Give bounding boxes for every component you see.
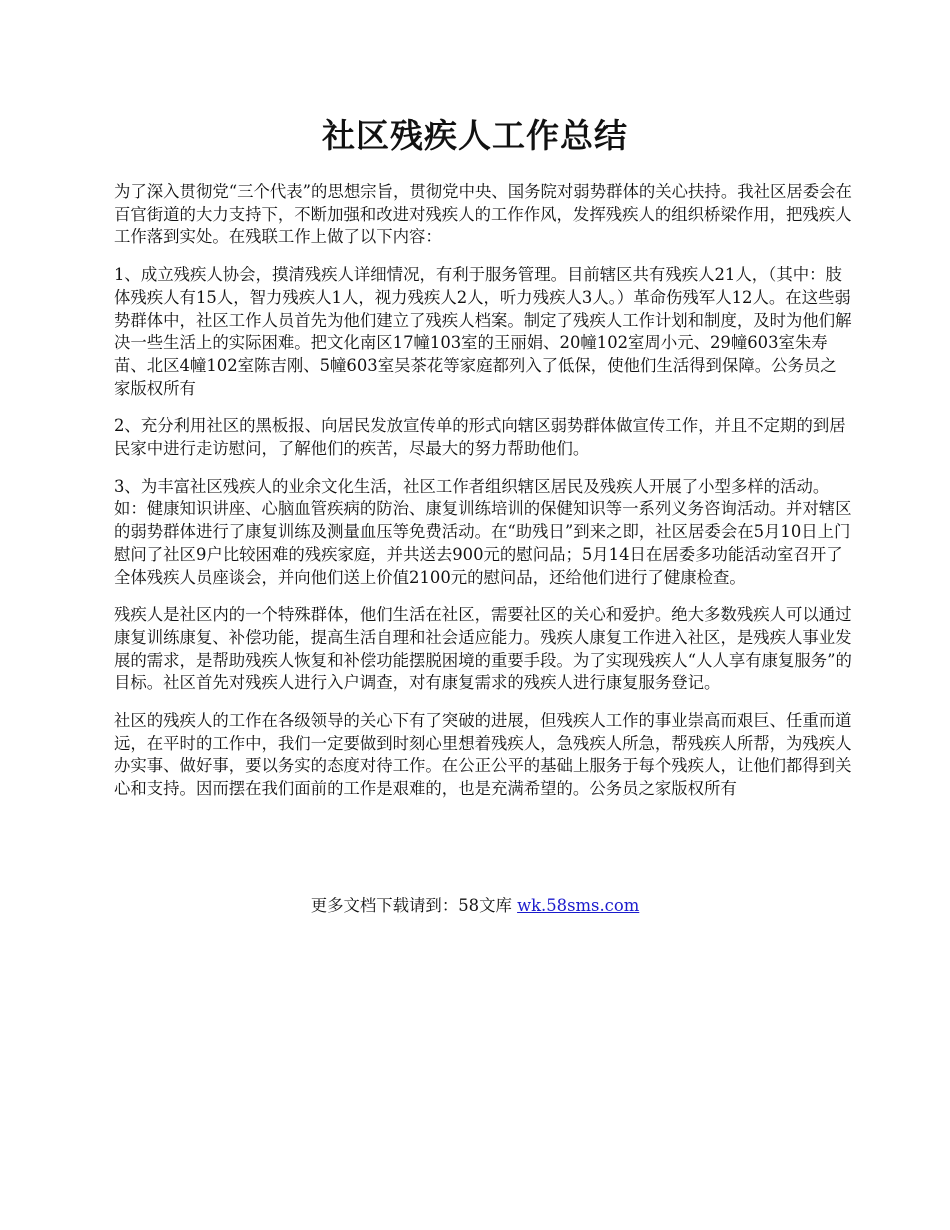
document-body xyxy=(114,181,852,816)
paragraph-item-1: 1、成立残疾人协会，摸清残疾人详细情况，有利于服务管理。目前辖区共有残疾人21人，（其中：肢体残疾人有15人，智力残疾人1人，视力残疾人2人，听力残疾人3人。）革命伤残军人12人。在这些弱势群体中，社区工作人员首先为他们建立了残疾人档案。制定了残疾人工作计划和制度，及时为他们解决一些生活上的实际困难。把文化南区17幢103室的王丽娟、20幢102室周小元、29幢603室朱寿苗、北区4幢102室陈吉刚、5幢603室吴茶花等家庭都列入了低保，使他们生活得到保障。公务员之家版权所有 xyxy=(114,265,852,398)
footer-prefix: 更多文档下载请到：58文库 xyxy=(310,896,512,915)
paragraph-item-3: 3、为丰富社区残疾人的业余文化生活，社区工作者组织辖区居民及残疾人开展了小型多样的活动。如：健康知识讲座、心脑血管疾病的防治、康复训练培训的保健知识等一系列义务咨询活动。并对辖区的弱势群体进行了康复训练及测量血压等免费活动。在“助残日”到来之即，社区居委会在5月10日上门慰问了社区9户比较困难的残疾家庭，并共送去900元的慰问品；5月14日在居委多功能活动室召开了全体残疾人员座谈会，并向他们送上价值2100元的慰问品，还给他们进行了健康检查。 xyxy=(114,476,852,587)
footer-link[interactable]: wk.58sms.com xyxy=(517,896,640,915)
paragraph-intro: 为了深入贯彻党“三个代表”的思想宗旨，贯彻党中央、国务院对弱势群体的关心扶持。我社区居委会在百官街道的大力支持下，不断加强和改进对残疾人的工作作风，发挥残疾人的组织桥梁作用，把残疾人工作落到实处。在残联工作上做了以下内容： xyxy=(114,182,852,247)
paragraph-rehabilitation: 残疾人是社区内的一个特殊群体，他们生活在社区，需要社区的关心和爱护。绝大多数残疾人可以通过康复训练康复、补偿功能，提高生活自理和社会适应能力。残疾人康复工作进入社区，是残疾人事业发展的需求，是帮助残疾人恢复和补偿功能摆脱困境的重要手段。为了实现残疾人“人人享有康复服务”的目标。社区首先对残疾人进行入户调查，对有康复需求的残疾人进行康复服务登记。 xyxy=(114,605,852,693)
paragraph-item-2: 2、充分利用社区的黑板报、向居民发放宣传单的形式向辖区弱势群体做宣传工作，并且不定期的到居民家中进行走访慰问，了解他们的疾苦，尽最大的努力帮助他们。 xyxy=(114,416,846,459)
footer-download-note xyxy=(0,894,950,917)
paragraph-conclusion: 社区的残疾人的工作在各级领导的关心下有了突破的进展，但残疾人工作的事业崇高而艰巨、任重而道远，在平时的工作中，我们一定要做到时刻心里想着残疾人，急残疾人所急，帮残疾人所帮，为残疾人办实事、做好事，要以务实的态度对待工作。在公正公平的基础上服务于每个残疾人，让他们都得到关心和支持。因而摆在我们面前的工作是艰难的，也是充满希望的。公务员之家版权所有 xyxy=(114,711,852,799)
document-title: 社区残疾人工作总结 xyxy=(322,116,628,155)
